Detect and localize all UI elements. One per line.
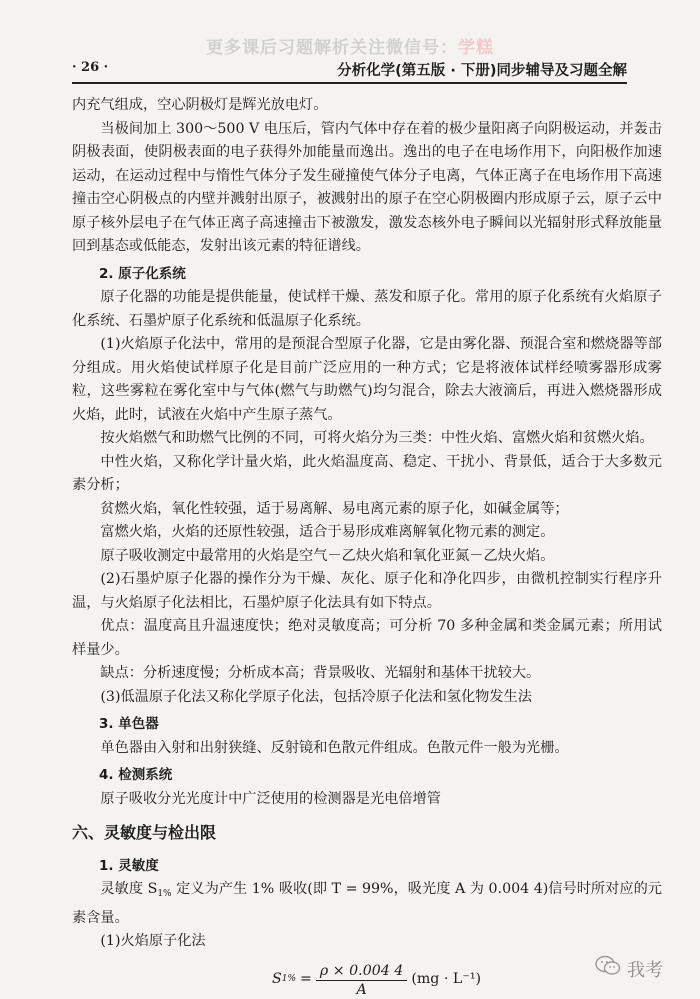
section-heading: 六、灵敏度与检出限 [72, 823, 217, 842]
subheading: 1. 灵敏度 [99, 857, 159, 874]
paragraph [72, 878, 662, 930]
formula-fraction [316, 962, 407, 999]
wechat-icon [595, 955, 627, 982]
subheading: 4. 检测系统 [99, 767, 173, 783]
page-body [72, 94, 662, 999]
paragraph: (2)石墨炉原子化器的操作分为干燥、灰化、原子化和净化四步，由微机控制实行程序升温，与火焰原子化法相比，石墨炉原子化法具有如下特点。 [72, 571, 662, 611]
formula-denominator: A [356, 981, 367, 998]
watermark-accent: 学糕 [458, 38, 494, 58]
watermark [0, 33, 700, 58]
paragraph: 原子化器的功能是提供能量，使试样干燥、蒸发和原子化。常用的原子化系统有火焰原子化系统、石墨炉原子化系统和低温原子化系统。 [72, 289, 662, 329]
subheading: 3. 单色器 [99, 716, 159, 732]
paragraph: (1)火焰原子化法中，常用的是预混合型原子化器，它是由雾化器、预混合室和燃烧器等部分组成。用火焰使试样原子化是目前广泛应用的一种方式；它是将液体试样经喷雾器形成雾粒，这些雾粒在雾化室中与气体(燃气与助燃气)均匀混合，除去大液滴后，再进入燃烧器形成火焰，此时，试液在火焰中产生原子蒸气。 [72, 336, 662, 423]
paragraph: (1)火焰原子化法 [100, 933, 206, 949]
paragraph: 优点：温度高且升温速度快；绝对灵敏度高；可分析 70 多种金属和类金属元素；所用试样量少。 [72, 618, 662, 658]
paragraph: 原子吸收测定中最常用的火焰是空气－乙炔火焰和氧化亚氮－乙炔火焰。 [100, 547, 555, 564]
paragraph: 当极间加上 300～500 V 电压后，管内气体中存在着的极少量阳离子向阴极运动，并轰击阴极表面，使阴极表面的电子获得外加能量而逸出。逸出的电子在电场作用下，向阳极作加速运动，在运动过程中与惰性气体分子发生碰撞使气体分子电离，气体正离子在电场作用下高速撞击空心阴极点的内壁并溅射出原子，被溅射出的原子在空心阴极圈内形成原子云，原子云中原子核外层电子在气体正离子高速撞击下被激发，激发态核外电子瞬间以光辐射形式释放能量回到基态或低能态，发射出该元素的特征谱线。 [72, 120, 662, 254]
logo-text: 我考 [627, 959, 663, 981]
paragraph: 贫燃火焰，氧化性较强，适于易离解、易电离元素的原子化，如碱金属等； [100, 500, 569, 517]
paragraph: (3)低温原子化法又称化学原子化法，包括冷原子化法和氢化物发生法 [100, 688, 532, 705]
paragraph: 原子吸收分光光度计中广泛使用的检测器是光电倍增管 [100, 790, 441, 807]
book-title: 分析化学(第五版 · 下册)同步辅导及习题全解 [337, 63, 627, 79]
wechat-logo [595, 955, 663, 982]
page-number: · 26 · [72, 60, 109, 75]
watermark-text: 更多课后习题解析关注微信号： [206, 38, 458, 58]
sensitivity-prefix: 灵敏度 S [100, 881, 158, 897]
formula-numerator: ρ × 0.004 4 [316, 962, 407, 981]
sensitivity-definition: 定义为产生 1% 吸收(即 T = 99%，吸光度 A 为 0.004 4)信号时所对应的元素含量。 [72, 881, 662, 926]
formula-unit: (mg · L⁻¹) [411, 971, 482, 988]
paragraph: 按火焰燃气和助燃气比例的不同，可将火焰分为三类：中性火焰、富燃火焰和贫燃火焰。 [100, 430, 654, 446]
page-header [72, 58, 627, 84]
paragraph: 中性火焰，又称化学计量火焰，此火焰温度高、稳定、干扰小、背景低，适合于大多数元素分析； [72, 453, 662, 493]
paragraph: 内充气组成，空心阴极灯是辉光放电灯。 [72, 97, 328, 113]
paragraph: 缺点：分析速度慢；分析成本高；背景吸收、光辐射和基体干扰较大。 [100, 665, 541, 681]
formula-equals: = [300, 971, 312, 988]
sensitivity-subscript: 1% [157, 889, 172, 899]
formula-lhs-subscript: 1% [281, 974, 297, 985]
formula-lhs: S [272, 971, 282, 988]
paragraph: 单色器由入射和出射狭缝、反射镜和色散元件组成。色散元件一般为光栅。 [100, 739, 569, 756]
subheading: 2. 原子化系统 [99, 265, 186, 282]
paragraph: 富燃火焰，火焰的还原性较强，适合于易形成难离解氧化物元素的测定。 [100, 524, 555, 540]
